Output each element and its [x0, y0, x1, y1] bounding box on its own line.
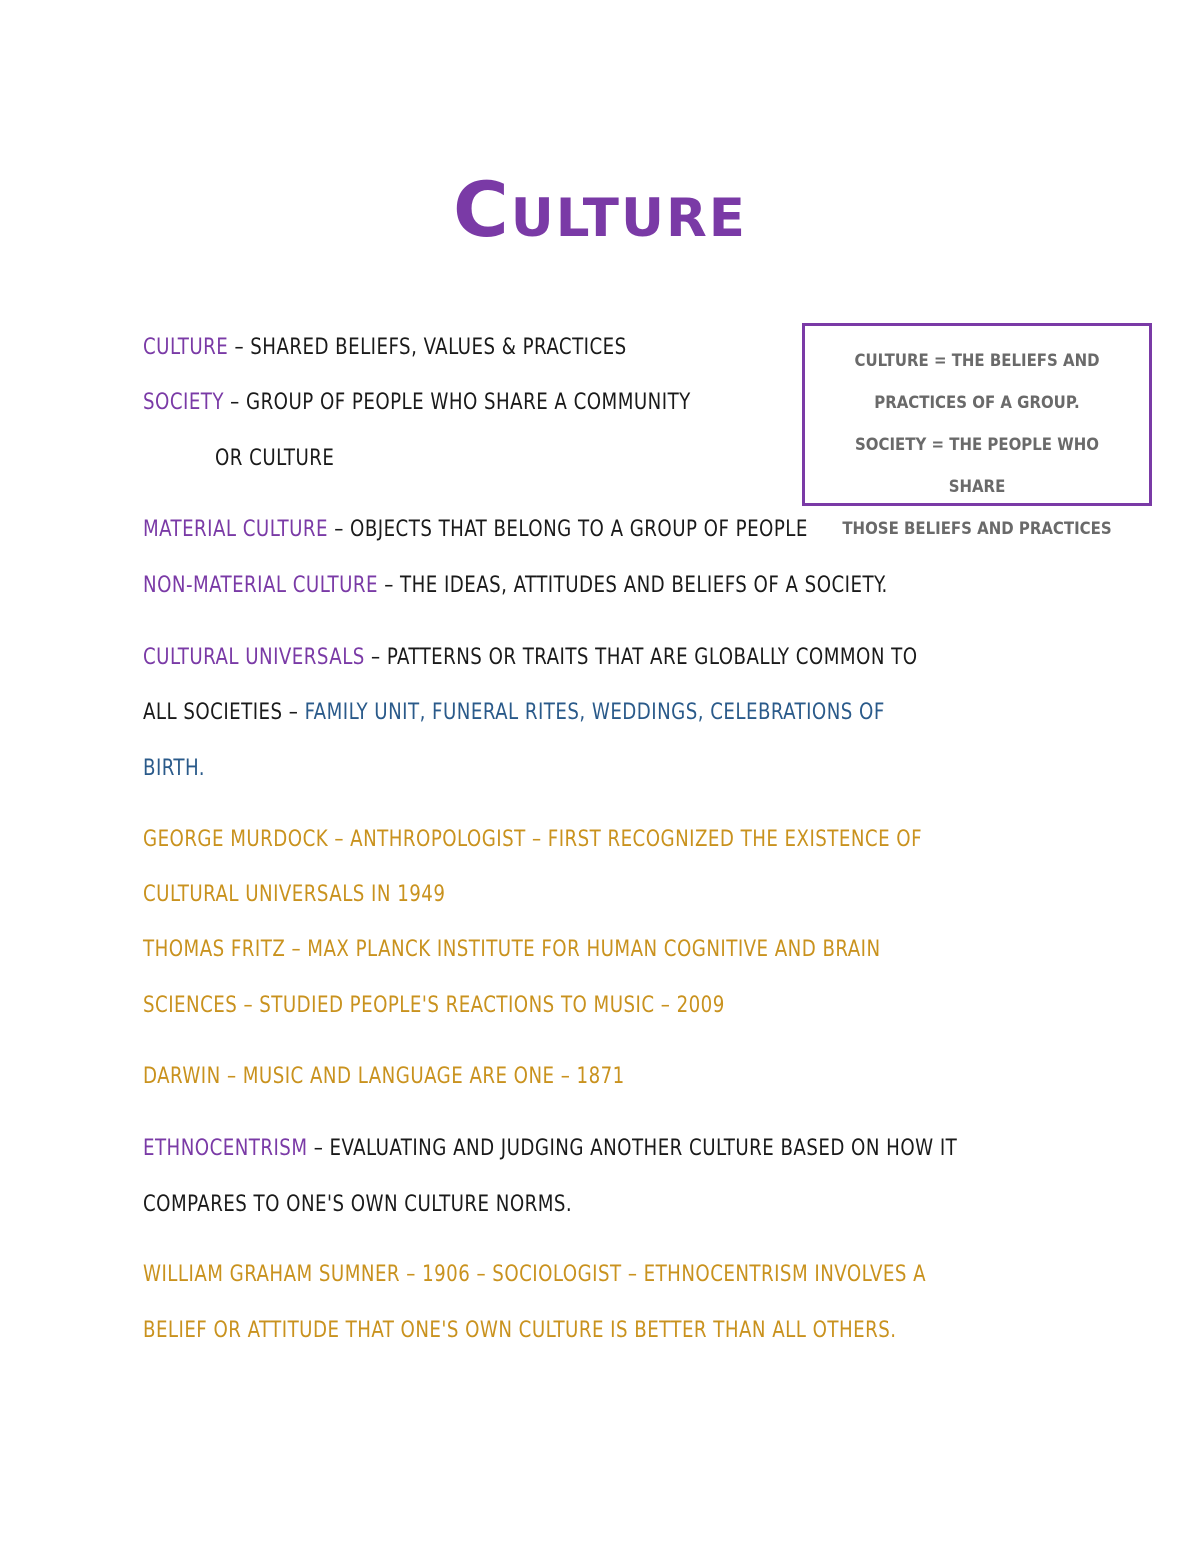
summary-line: PRACTICES OF A GROUP. [874, 393, 1080, 413]
researcher-darwin: DARWIN – MUSIC AND LANGUAGE ARE ONE – 1871 [143, 1064, 625, 1089]
separator: – [364, 645, 387, 670]
page-title: Culture [452, 165, 748, 254]
researcher-sumner-continued: BELIEF OR ATTITUDE THAT ONE'S OWN CULTURE IS BETTER THAN ALL OTHERS. [143, 1318, 897, 1343]
term-culture: CULTURE [143, 335, 229, 360]
definition-cultural-universals-continued [143, 700, 885, 725]
summary-line: THOSE BELIEFS AND PRACTICES [842, 519, 1112, 539]
definition-material-culture [143, 517, 808, 542]
definition-text: ALL SOCIETIES – [143, 700, 305, 725]
separator: – [327, 517, 351, 542]
definition-culture [143, 335, 627, 360]
term-ethnocentrism: ETHNOCENTRISM [143, 1136, 308, 1161]
term-cultural-universals: CULTURAL UNIVERSALS [143, 645, 365, 670]
definition-non-material-culture [143, 573, 888, 598]
definition-society-continued [215, 446, 334, 471]
researcher-fritz-continued: SCIENCES – STUDIED PEOPLE'S REACTIONS TO MUSIC – 2009 [143, 993, 725, 1018]
separator: – [377, 573, 401, 598]
definition-text: EVALUATING AND JUDGING ANOTHER CULTURE BASED ON HOW IT [329, 1136, 958, 1161]
separator: – [228, 335, 251, 360]
term-society: SOCIETY [143, 390, 224, 415]
researcher-fritz: THOMAS FRITZ – MAX PLANCK INSTITUTE FOR HUMAN COGNITIVE AND BRAIN [143, 937, 881, 962]
definition-ethnocentrism [143, 1136, 957, 1161]
summary-line: SOCIETY = THE PEOPLE WHO SHARE [855, 435, 1099, 497]
examples-text: FAMILY UNIT, FUNERAL RITES, WEDDINGS, CELEBRATIONS OF [304, 700, 885, 725]
definition-text: OR CULTURE [215, 446, 335, 471]
summary-line: CULTURE = THE BELIEFS AND [854, 351, 1100, 371]
definition-text: THE IDEAS, ATTITUDES AND BELIEFS OF A SOCIETY. [400, 573, 888, 598]
term-non-material-culture: NON-MATERIAL CULTURE [143, 573, 378, 598]
researcher-murdock: GEORGE MURDOCK – ANTHROPOLOGIST – FIRST RECOGNIZED THE EXISTENCE OF [143, 827, 923, 852]
separator: – [307, 1136, 330, 1161]
definition-text: COMPARES TO ONE'S OWN CULTURE NORMS. [143, 1192, 573, 1217]
researcher-sumner: WILLIAM GRAHAM SUMNER – 1906 – SOCIOLOGIST – ETHNOCENTRISM INVOLVES A [143, 1262, 927, 1287]
definition-text: PATTERNS OR TRAITS THAT ARE GLOBALLY COMMON TO [386, 645, 918, 670]
separator: – [223, 390, 246, 415]
definition-cultural-universals [143, 645, 918, 670]
researcher-murdock-continued: CULTURAL UNIVERSALS IN 1949 [143, 882, 446, 907]
summary-box [802, 323, 1152, 539]
definition-society [143, 390, 691, 415]
definition-ethnocentrism-continued [143, 1192, 572, 1217]
term-material-culture: MATERIAL CULTURE [143, 517, 328, 542]
examples-continued [143, 756, 205, 781]
definition-text: OBJECTS THAT BELONG TO A GROUP OF PEOPLE [350, 517, 808, 542]
definition-text: SHARED BELIEFS, VALUES & PRACTICES [250, 335, 627, 360]
definition-text: GROUP OF PEOPLE WHO SHARE A COMMUNITY [245, 390, 691, 415]
examples-text: BIRTH. [143, 756, 206, 781]
